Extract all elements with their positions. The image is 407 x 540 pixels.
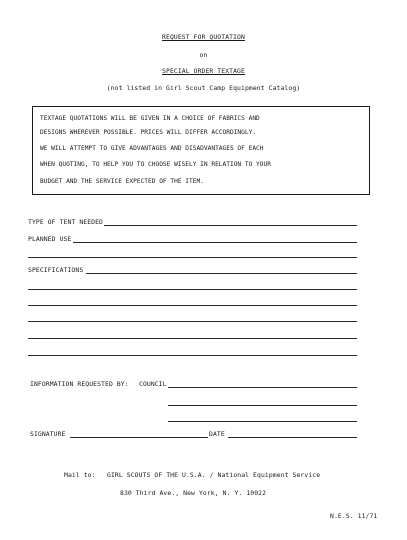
mail-to-label: Mail to: <box>64 471 96 479</box>
mailing-address: 830 Third Ave., New York, N. Y. 10022 <box>120 489 267 497</box>
specifications-label: SPECIFICATIONS <box>28 266 84 274</box>
specifications-field[interactable] <box>86 273 357 274</box>
notice-line-2: DESIGNS WHEREVER POSSIBLE. PRICES WILL DIFFER ACCORDINGLY. <box>40 129 257 136</box>
signature-label: SIGNATURE <box>30 430 66 438</box>
notice-line-1: TEXTAGE QUOTATIONS WILL BE GIVEN IN A CHOICE OF FABRICS AND <box>40 115 260 122</box>
specifications-field-line-5[interactable] <box>28 338 357 339</box>
date-field[interactable] <box>228 437 357 438</box>
planned-use-label: PLANNED USE <box>28 235 72 243</box>
mail-to-organization: GIRL SCOUTS OF THE U.S.A. / National Equipment Service <box>107 471 321 479</box>
catalog-note: (not listed in Girl Scout Camp Equipment Catalog) <box>106 84 301 92</box>
specifications-field-line-6[interactable] <box>28 355 357 356</box>
type-of-tent-label: TYPE OF TENT NEEDED <box>28 218 104 226</box>
planned-use-field-line-2[interactable] <box>28 257 357 258</box>
specifications-field-line-2[interactable] <box>28 289 357 290</box>
form-title: REQUEST FOR QUOTATION <box>162 33 245 41</box>
specifications-field-line-4[interactable] <box>28 321 357 322</box>
title-connector: on <box>199 51 208 59</box>
form-subtitle: SPECIAL ORDER TEXTAGE <box>162 67 245 75</box>
council-field-line-3[interactable] <box>168 421 357 422</box>
signature-field[interactable] <box>70 437 208 438</box>
notice-line-5: BUDGET AND THE SERVICE EXPECTED OF THE ITEM. <box>40 178 204 185</box>
planned-use-field[interactable] <box>73 242 357 243</box>
form-code: N.E.S. 11/71 <box>330 512 378 520</box>
council-field-line-2[interactable] <box>168 405 357 406</box>
council-field[interactable] <box>168 387 357 388</box>
council-label: COUNCIL <box>139 380 167 388</box>
specifications-field-line-3[interactable] <box>28 305 357 306</box>
date-label: DATE <box>209 430 225 438</box>
information-requested-label: INFORMATION REQUESTED BY: <box>30 380 129 388</box>
notice-line-4: WHEN QUOTING, TO HELP YOU TO CHOOSE WISELY IN RELATION TO YOUR <box>40 161 271 168</box>
type-of-tent-field[interactable] <box>104 225 357 226</box>
notice-line-3: WE WILL ATTEMPT TO GIVE ADVANTAGES AND DISADVANTAGES OF EACH <box>40 145 264 152</box>
